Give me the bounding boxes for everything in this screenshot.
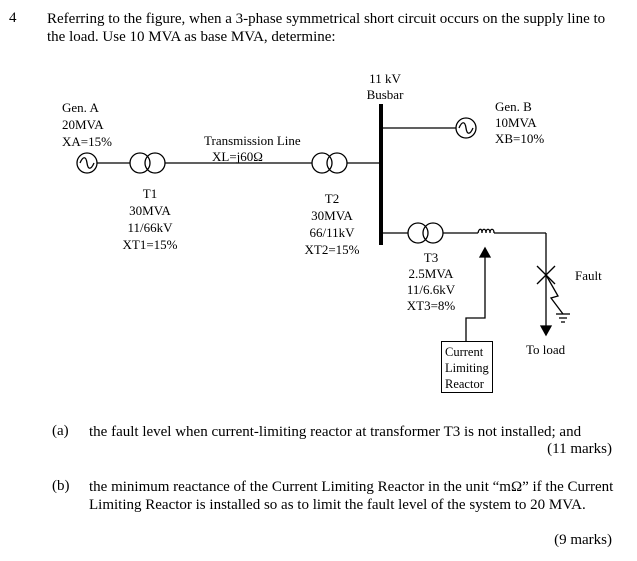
gen-b-name: Gen. B: [495, 99, 532, 114]
t1-voltage: 11/66kV: [127, 220, 173, 235]
gen-a-sine-icon: [80, 158, 94, 169]
part-b-text: the minimum reactance of the Current Limiting Reactor in the unit “mΩ” if the Current Limiting Reactor is installed so as to limit the fault level of the system to 20 MVA.: [89, 479, 614, 513]
t3-name: T3: [423, 250, 439, 265]
reactor-label-line-2: Limiting: [445, 361, 489, 375]
t1-labels: [117, 185, 183, 253]
t3-rating: 2.5MVA: [408, 266, 454, 281]
gen-a-rating: 20MVA: [62, 117, 104, 132]
gen-b-reactance: XB=10%: [495, 131, 545, 146]
t3-reactance: XT3=8%: [406, 298, 456, 313]
gen-b-sine-icon: [459, 123, 473, 134]
part-b-label: (b): [52, 478, 70, 494]
t2-name: T2: [324, 191, 340, 206]
part-a-label: (a): [52, 423, 69, 439]
t2-labels: [299, 190, 365, 258]
fault-label: Fault: [575, 268, 602, 283]
busbar-voltage: 11 kV: [369, 71, 401, 86]
fault-zigzag: [546, 275, 563, 314]
t1-rating: 30MVA: [129, 203, 171, 218]
part-a-marks: (11 marks): [547, 441, 612, 457]
reactor-pointer-arrow-icon: [480, 248, 490, 257]
question-number: 4: [9, 10, 17, 26]
reactor-label-line-3: Reactor: [445, 377, 484, 391]
part-b-marks: (9 marks): [554, 532, 612, 548]
reactor-label-box: [441, 341, 493, 393]
question-text: Referring to the figure, when a 3-phase symmetrical short circuit occurs on the supply line to the load. Use 10 MVA as base MVA, determine:: [47, 11, 606, 45]
part-a-text: the fault level when current-limiting reactor at transformer T3 is not installed; and: [89, 424, 582, 440]
line-name: Transmission Line: [204, 133, 301, 148]
t2-rating: 30MVA: [311, 208, 353, 223]
to-load-label: To load: [526, 342, 566, 357]
gen-b-rating: 10MVA: [495, 115, 537, 130]
gen-a-name: Gen. A: [62, 100, 99, 115]
t1-name: T1: [142, 186, 158, 201]
t1-winding-2: [145, 153, 165, 173]
t3-voltage: 11/6.6kV: [406, 282, 456, 297]
reactor-pointer-line: [466, 256, 485, 341]
t1-reactance: XT1=15%: [122, 237, 178, 252]
reactor-coil-icon: [478, 229, 494, 233]
to-load-arrow-icon: [541, 326, 551, 335]
t2-winding-2: [327, 153, 347, 173]
t2-reactance: XT2=15%: [304, 242, 360, 257]
busbar-label: [362, 71, 408, 103]
gen-a-reactance: XA=15%: [62, 134, 112, 149]
t2-voltage: 66/11kV: [309, 225, 355, 240]
line-impedance: XL=j60Ω: [212, 149, 263, 164]
t3-labels: [400, 250, 462, 314]
busbar-title: Busbar: [366, 87, 404, 102]
reactor-label-line-1: Current: [445, 345, 484, 359]
t3-winding-2: [423, 223, 443, 243]
